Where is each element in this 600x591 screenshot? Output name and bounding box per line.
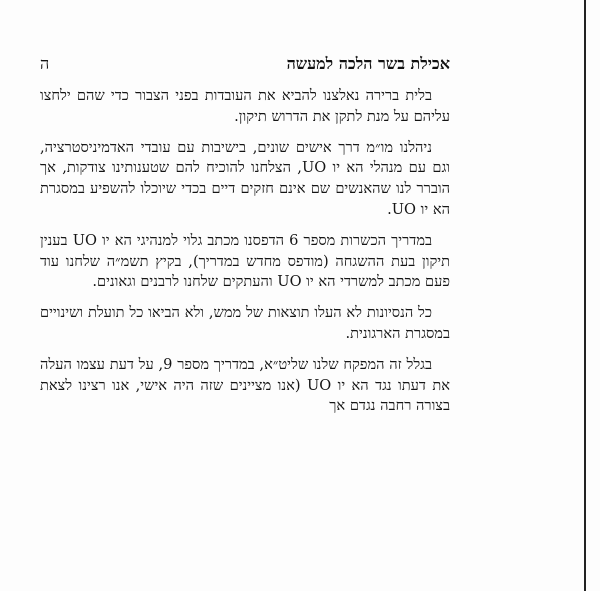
paragraph: ניהלנו מו״מ דרך אישים שונים, בישיבות עם עובדי האדמיניסטרציה, וגם עם מנהלי הא יו UO, הצלחנו להוכיח להם שטענותינו צודקות, אך הוברר לנו שהאנשים שם אינם חזקים דיים בכדי שיוכלו להשפיע במסגרת הא יו UO. bbox=[40, 138, 450, 218]
page-number: ה bbox=[40, 54, 50, 73]
header-title: אכילת בשר הלכה למעשה bbox=[286, 54, 450, 73]
paragraph: בגלל זה המפקח שלנו שליט״א, במדריך מספר 9, על דעת עצמו העלה את דעתו נגד הא יו UO (אנו מציינים שזה היה אישי, אנו רצינו לצאת בצורה רחבה נגדם אך bbox=[40, 355, 450, 415]
paragraph: כל הנסיונות לא העלו תוצאות של ממש, ולא הביאו כל תועלת ושינויים במסגרת הארגונית. bbox=[40, 304, 450, 342]
paragraph: בלית ברירה נאלצנו להביא את העובדות בפני הצבור כדי שהם ילחצו עליהם על מנת לתקן את הדרוש תיקון. bbox=[40, 87, 450, 125]
running-header bbox=[40, 54, 450, 76]
paragraph: במדריך הכשרות מספר 6 הדפסנו מכתב גלוי למנהיגי הא יו UO בענין תיקון בעת ההשגחה (מודפס מחדש במדריך), בקיץ תשמ״ה שלחנו עוד פעם מכתב למשרדי הא יו UO והעתקים שלחנו לרבנים וגאונים. bbox=[40, 231, 450, 291]
page-edge-divider bbox=[584, 0, 586, 591]
body-text bbox=[40, 86, 450, 427]
